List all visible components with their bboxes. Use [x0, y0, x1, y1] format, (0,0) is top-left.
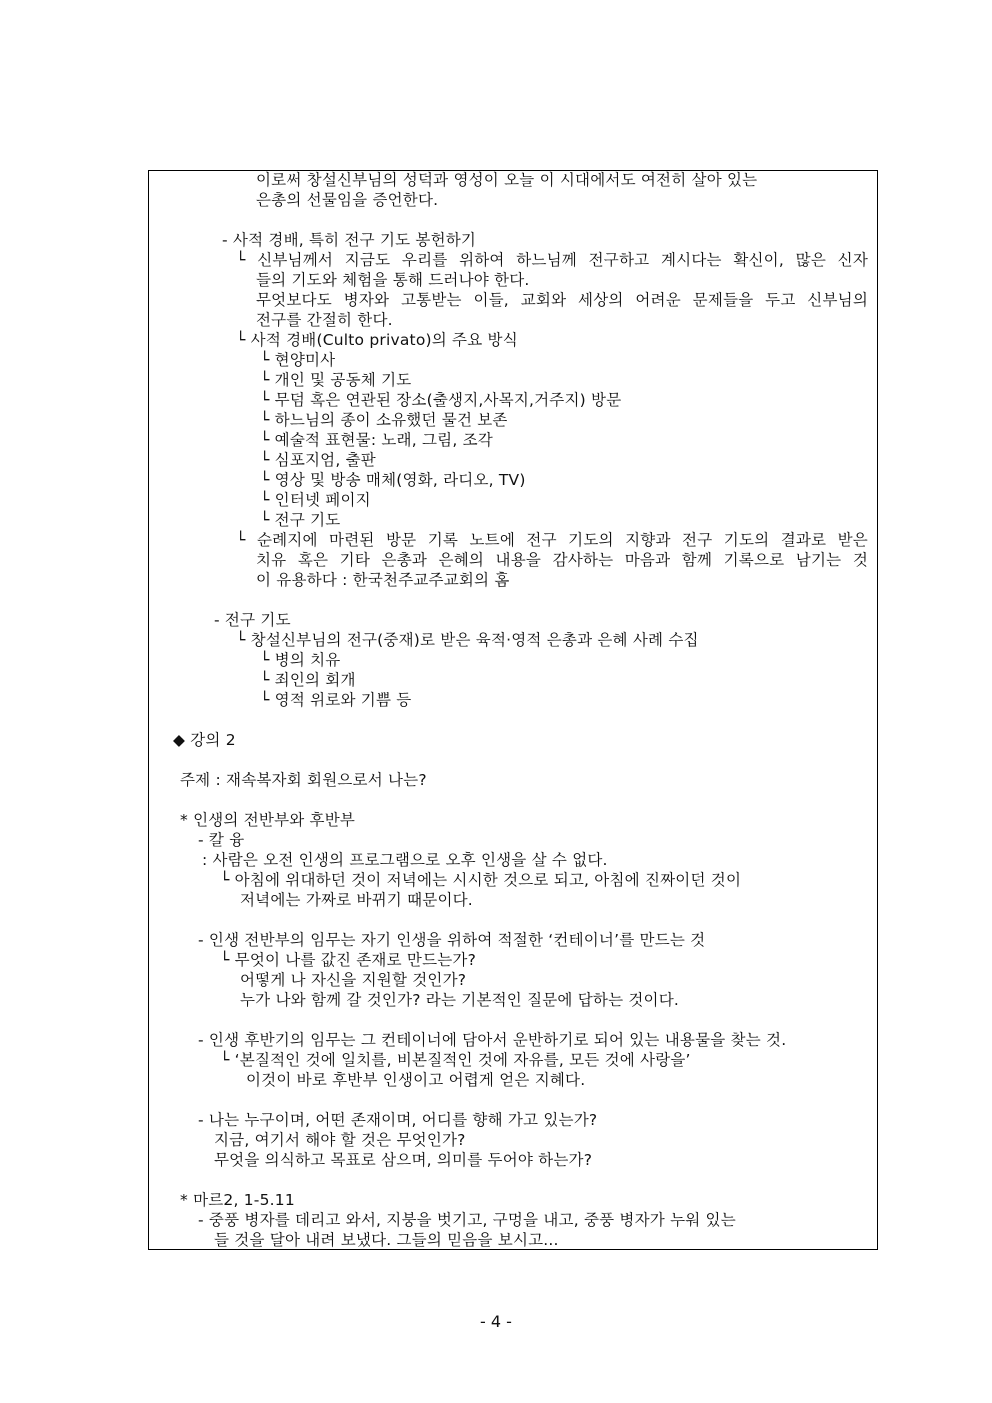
text-line: * 마르2, 1-5.11: [180, 1191, 295, 1209]
text-line: └ 아침에 위대하던 것이 저녁에는 시시한 것으로 되고, 아침에 진짜이던 것이: [220, 871, 742, 889]
list-item: └ 전구 기도: [260, 511, 341, 529]
text-line: └ 사적 경배(Culto privato)의 주요 방식: [236, 331, 518, 349]
text-line: 들 것을 달아 내려 보냈다. 그들의 믿음을 보시고...: [214, 1231, 559, 1249]
section-heading: ◆ 강의 2: [173, 731, 236, 749]
text-line: └ 순례지에 마련된 방문 기록 노트에 전구 기도의 지향과 전구 기도의 결과로 받은: [236, 531, 868, 549]
list-item: └ 병의 치유: [260, 651, 341, 669]
text-line: 무엇을 의식하고 목표로 삼으며, 의미를 두어야 하는가?: [214, 1151, 593, 1169]
list-item: └ 개인 및 공동체 기도: [260, 371, 412, 389]
list-item: └ 하느님의 종이 소유했던 물건 보존: [260, 411, 508, 429]
text-line: 이것이 바로 후반부 인생이고 어렵게 얻은 지혜다.: [246, 1071, 586, 1089]
text-line: - 중풍 병자를 데리고 와서, 지붕을 벗기고, 구멍을 내고, 중풍 병자가 누워 있는: [198, 1211, 736, 1229]
text-line: 누가 나와 함께 갈 것인가? 라는 기본적인 질문에 답하는 것이다.: [240, 991, 680, 1009]
text-line: 어떻게 나 자신을 지원할 것인가?: [240, 971, 467, 989]
text-line: * 인생의 전반부와 후반부: [180, 811, 356, 829]
text-line: └ 신부님께서 지금도 우리를 위하여 하느님께 전구하고 계시다는 확신이, 많은 신자: [236, 251, 868, 269]
list-item: └ 심포지엄, 출판: [260, 451, 376, 469]
text-line: 이 유용하다 : 한국천주교주교회의 홈: [256, 571, 510, 589]
text-line: 저녁에는 가짜로 바뀌기 때문이다.: [240, 891, 473, 909]
list-item: └ 인터넷 페이지: [260, 491, 371, 509]
page-number: - 4 -: [480, 1312, 512, 1331]
list-item: └ 영적 위로와 기쁨 등: [260, 691, 412, 709]
list-item: └ 예술적 표현물: 노래, 그림, 조각: [260, 431, 493, 449]
text-line: 들의 기도와 체험을 통해 드러나야 한다.: [256, 271, 530, 289]
list-item: └ 영상 및 방송 매체(영화, 라디오, TV): [260, 471, 526, 489]
text-line: - 인생 전반부의 임무는 자기 인생을 위하여 적절한 ‘컨테이너’를 만드는 것: [198, 931, 706, 949]
text-line: - 칼 융: [198, 831, 245, 849]
list-item: └ 무덤 혹은 연관된 장소(출생지,사목지,거주지) 방문: [260, 391, 622, 409]
text-line: └ 무엇이 나를 값진 존재로 만드는가?: [220, 951, 477, 969]
text-line: 치유 혹은 기타 은총과 은혜의 내용을 감사하는 마음과 함께 기록으로 남기는 것: [256, 551, 868, 569]
text-line: 전구를 간절히 한다.: [256, 311, 393, 329]
text-line: └ ‘본질적인 것에 일치를, 비본질적인 것에 자유를, 모든 것에 사랑을’: [220, 1051, 691, 1069]
list-item: └ 죄인의 회개: [260, 671, 356, 689]
text-line: - 사적 경배, 특히 전구 기도 봉헌하기: [222, 231, 477, 249]
text-line: 지금, 여기서 해야 할 것은 무엇인가?: [214, 1131, 466, 1149]
text-line: - 나는 누구이며, 어떤 존재이며, 어디를 향해 가고 있는가?: [198, 1111, 598, 1129]
text-line: └ 창설신부님의 전구(중재)로 받은 육적·영적 은총과 은혜 사례 수집: [236, 631, 699, 649]
text-line: - 인생 후반기의 임무는 그 컨테이너에 담아서 운반하기로 되어 있는 내용물을 찾는 것.: [198, 1031, 787, 1049]
text-line: : 사람은 오전 인생의 프로그램으로 오후 인생을 살 수 없다.: [202, 851, 608, 869]
text-line: 이로써 창설신부님의 성덕과 영성이 오늘 이 시대에서도 여전히 살아 있는: [256, 171, 758, 189]
list-item: └ 현양미사: [260, 351, 336, 369]
text-line: 은총의 선물임을 증언한다.: [256, 191, 439, 209]
text-line: - 전구 기도: [214, 611, 291, 629]
topic-line: 주제 : 재속복자회 회원으로서 나는?: [180, 771, 427, 789]
text-line: 무엇보다도 병자와 고통받는 이들, 교회와 세상의 어려운 문제들을 두고 신부님의: [256, 291, 868, 309]
